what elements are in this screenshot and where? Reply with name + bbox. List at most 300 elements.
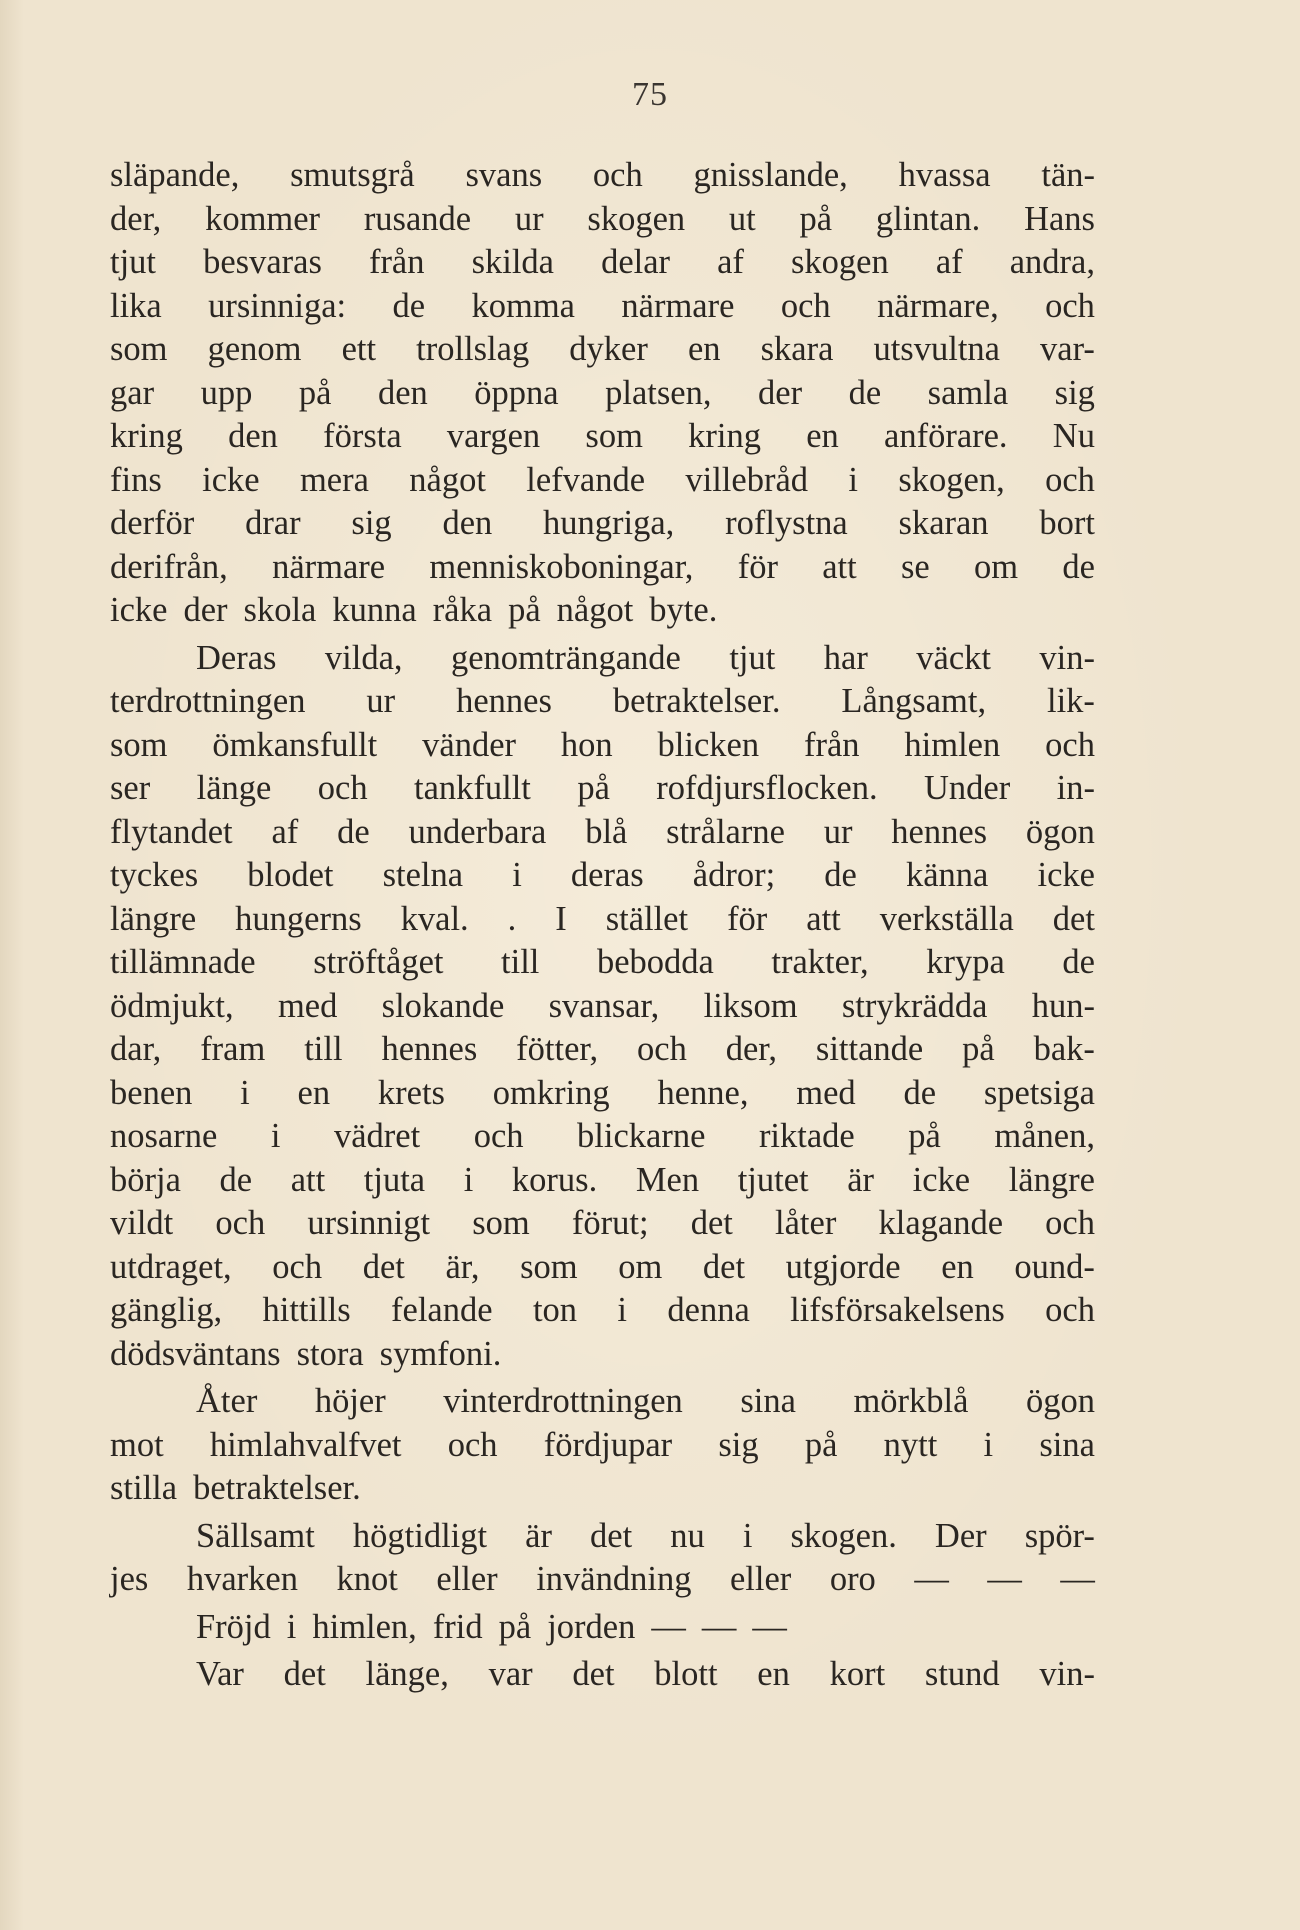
- word: fram: [200, 1030, 266, 1068]
- text-line: [110, 328, 1095, 372]
- word: ömkansfullt: [212, 725, 378, 764]
- word: dödsväntans: [110, 1334, 281, 1373]
- text-line: [110, 1246, 1095, 1290]
- word: ur: [514, 199, 544, 238]
- word: gar: [110, 373, 155, 412]
- word: komma: [471, 286, 575, 325]
- word: sig: [1054, 373, 1095, 412]
- word: skogen: [791, 243, 889, 281]
- word: ödmjukt,: [110, 986, 234, 1025]
- word: icke: [1037, 856, 1095, 894]
- text-line: [110, 1467, 1095, 1511]
- word: Deras: [196, 638, 277, 677]
- word: blå: [585, 812, 628, 851]
- word: och: [637, 1030, 687, 1068]
- word: denna: [667, 1291, 750, 1329]
- word: på: [508, 591, 541, 629]
- word: byte.: [649, 591, 718, 629]
- word: fötter,: [516, 1030, 599, 1068]
- word: höjer: [314, 1382, 386, 1420]
- word: vargen: [446, 417, 541, 455]
- word: henne,: [657, 1073, 749, 1112]
- word: Der: [934, 1516, 987, 1555]
- text-line: [110, 1072, 1095, 1116]
- word: gnisslande,: [693, 156, 848, 194]
- word: blott: [654, 1655, 718, 1693]
- word: af: [935, 243, 963, 281]
- word: tillämnade: [110, 943, 256, 981]
- word: himlen: [904, 725, 1001, 764]
- word: stund: [924, 1655, 1000, 1693]
- word: med: [796, 1073, 856, 1112]
- word: på: [498, 1607, 532, 1646]
- text-line: [110, 1028, 1095, 1072]
- word: de: [219, 1160, 253, 1199]
- word: i: [240, 1073, 250, 1112]
- word: kval.: [400, 899, 469, 938]
- word: hennes: [381, 1030, 478, 1068]
- word: och: [1045, 1291, 1095, 1329]
- word: stora: [296, 1334, 364, 1373]
- word: liksom: [703, 986, 798, 1025]
- word: Hans: [1024, 199, 1095, 238]
- word: i: [463, 1160, 474, 1199]
- word: det: [283, 1655, 326, 1693]
- word: sig: [718, 1425, 759, 1464]
- word: bebodda: [596, 943, 714, 981]
- word: jorden: [547, 1607, 636, 1646]
- word: skogen,: [898, 460, 1005, 499]
- word: smutsgrå: [290, 156, 415, 194]
- word: hungerns: [235, 899, 362, 938]
- word: väckt: [916, 638, 991, 677]
- word: är: [525, 1516, 552, 1555]
- text-line: [110, 198, 1095, 242]
- word: sina: [740, 1382, 796, 1420]
- word: i: [286, 1607, 297, 1646]
- word: öppna: [474, 373, 559, 412]
- word: —: [651, 1607, 686, 1646]
- word: hvassa: [898, 156, 991, 194]
- word: spetsiga: [983, 1073, 1095, 1112]
- word: kort: [829, 1655, 886, 1693]
- word: i: [983, 1425, 994, 1464]
- word: skilda: [471, 243, 554, 281]
- word: omkring: [492, 1073, 610, 1112]
- word: in-: [1056, 769, 1095, 807]
- word: —: [1060, 1560, 1095, 1598]
- word: mörkblå: [853, 1382, 969, 1420]
- text-line: [110, 1606, 1095, 1650]
- word: genomträngande: [450, 638, 681, 677]
- word: den: [442, 504, 493, 542]
- word: af: [717, 243, 744, 281]
- word: på: [799, 199, 833, 238]
- word: vilda,: [324, 638, 403, 677]
- word: låter: [775, 1204, 837, 1242]
- word: gänglig,: [110, 1291, 223, 1329]
- text-line: [110, 546, 1095, 590]
- word: första: [323, 417, 402, 455]
- word: råka: [432, 591, 493, 629]
- word: eller: [436, 1560, 498, 1598]
- word: betraktelser.: [612, 682, 781, 720]
- word: tjuta: [363, 1160, 426, 1199]
- word: invändning: [536, 1560, 692, 1598]
- text-line: [110, 811, 1095, 855]
- word: det: [572, 1655, 615, 1693]
- word: krets: [377, 1073, 445, 1112]
- word: att: [822, 547, 857, 586]
- word: lika: [110, 286, 162, 325]
- word: och: [1045, 286, 1095, 325]
- word: mot: [110, 1425, 164, 1464]
- word: och: [317, 769, 368, 807]
- word: till: [501, 943, 540, 981]
- word: från: [368, 243, 425, 281]
- word: blodet: [247, 856, 334, 894]
- word: jes: [110, 1560, 149, 1598]
- word: bak-: [1033, 1030, 1095, 1068]
- text-line: [110, 1515, 1095, 1559]
- word: med: [277, 986, 338, 1025]
- word: Nu: [1052, 417, 1095, 455]
- text-line: [110, 767, 1095, 811]
- word: vinterdrottningen: [443, 1382, 683, 1420]
- word: spör-: [1024, 1516, 1095, 1555]
- word: felande: [391, 1291, 493, 1329]
- word: menniskoboningar,: [429, 547, 694, 586]
- text-line: [110, 898, 1095, 942]
- word: som: [472, 1204, 530, 1242]
- word: hon: [560, 725, 613, 764]
- word: skogen: [587, 199, 686, 238]
- word: och: [780, 286, 831, 325]
- word: något: [556, 591, 634, 629]
- word: sittande: [815, 1030, 924, 1068]
- word: Fröjd: [196, 1607, 271, 1646]
- word: den: [377, 373, 428, 412]
- word: i: [742, 1516, 753, 1555]
- word: kring: [110, 417, 183, 455]
- word: utdraget,: [110, 1247, 232, 1286]
- word: Under: [924, 769, 1011, 807]
- word: skaran: [898, 504, 989, 542]
- word: hvarken: [186, 1560, 298, 1598]
- word: för: [737, 547, 778, 586]
- word: der: [758, 373, 803, 412]
- text-line: [110, 241, 1095, 285]
- word: som: [520, 1247, 578, 1286]
- word: en: [941, 1247, 974, 1286]
- word: drar: [245, 504, 301, 542]
- word: var: [488, 1655, 533, 1693]
- word: ursinniga:: [208, 286, 347, 325]
- word: flytandet: [110, 812, 233, 851]
- word: det: [702, 1247, 746, 1286]
- word: strykrädda: [841, 986, 988, 1025]
- word: rusande: [363, 199, 472, 238]
- word: de: [824, 856, 857, 894]
- word: stilla: [110, 1469, 178, 1507]
- word: .: [507, 899, 517, 938]
- word: terdrottningen: [110, 682, 306, 720]
- text-line: [110, 724, 1095, 768]
- word: vänder: [422, 725, 516, 764]
- word: i: [617, 1291, 627, 1329]
- word: mera: [299, 460, 369, 499]
- word: en: [687, 330, 721, 368]
- word: eller: [729, 1560, 792, 1598]
- word: af: [271, 812, 299, 851]
- text-line: [110, 1424, 1095, 1468]
- text-line: [110, 680, 1095, 724]
- word: förut;: [571, 1204, 649, 1242]
- word: närmare: [272, 547, 386, 586]
- word: börja: [110, 1160, 181, 1199]
- word: i: [512, 856, 522, 894]
- text-line: [110, 637, 1095, 681]
- word: för: [727, 899, 768, 938]
- word: upp: [200, 373, 253, 412]
- word: skara: [760, 330, 834, 368]
- word: Åter: [196, 1382, 258, 1420]
- word: tän-: [1041, 156, 1095, 194]
- word: som: [110, 725, 168, 764]
- word: ur: [823, 812, 853, 851]
- word: kring: [688, 417, 761, 455]
- word: på: [962, 1030, 995, 1068]
- word: länge: [196, 769, 272, 807]
- word: der,: [725, 1030, 778, 1068]
- word: det: [1052, 899, 1095, 938]
- word: och: [1045, 460, 1095, 499]
- word: anförare.: [884, 417, 1008, 455]
- word: der: [183, 591, 228, 629]
- word: verkställa: [879, 899, 1014, 938]
- word: fördjupar: [543, 1425, 673, 1464]
- word: ett: [341, 330, 377, 368]
- word: kommer: [205, 199, 321, 238]
- word: tankfullt: [414, 769, 531, 807]
- word: och: [1045, 1204, 1095, 1242]
- word: och: [473, 1117, 524, 1155]
- word: —: [752, 1607, 787, 1646]
- word: ströftåget: [313, 943, 444, 981]
- word: rofdjursflocken.: [656, 769, 878, 807]
- word: sina: [1039, 1425, 1095, 1464]
- word: utgjorde: [785, 1247, 901, 1286]
- word: i: [270, 1117, 281, 1155]
- word: betraktelser.: [193, 1469, 361, 1507]
- word: icke: [202, 460, 260, 499]
- word: det: [690, 1204, 733, 1242]
- word: på: [804, 1425, 838, 1464]
- word: stället: [605, 899, 689, 938]
- word: Men: [635, 1160, 700, 1199]
- word: på: [577, 769, 610, 807]
- text-line: [110, 372, 1095, 416]
- text-line: [110, 589, 1095, 633]
- word: korus.: [511, 1160, 598, 1199]
- word: benen: [110, 1073, 193, 1112]
- word: himlahvalfvet: [209, 1425, 402, 1464]
- word: blicken: [657, 725, 760, 764]
- word: skogen.: [790, 1516, 897, 1555]
- word: vin-: [1039, 1655, 1095, 1693]
- word: de: [1062, 547, 1095, 586]
- word: högtidligt: [352, 1516, 488, 1555]
- word: har: [823, 638, 868, 677]
- word: de: [337, 812, 370, 851]
- word: och: [447, 1425, 498, 1464]
- word: platsen,: [605, 373, 712, 412]
- word: längre: [110, 899, 197, 938]
- text-line: [110, 854, 1095, 898]
- word: det: [590, 1516, 633, 1555]
- word: Långsamt,: [841, 682, 987, 720]
- text-line: [110, 1159, 1095, 1203]
- word: är: [847, 1160, 875, 1199]
- word: de: [1062, 943, 1095, 981]
- word: —: [987, 1560, 1022, 1598]
- word: deras: [570, 856, 644, 894]
- word: villebråd: [685, 460, 809, 499]
- word: hennes: [891, 812, 988, 851]
- text-line: [110, 459, 1095, 503]
- word: fins: [110, 460, 162, 499]
- word: lifsförsakelsens: [790, 1291, 1005, 1329]
- word: något: [409, 460, 486, 499]
- word: trollslag: [416, 330, 530, 368]
- text-line: [110, 415, 1095, 459]
- word: kunna: [332, 591, 417, 629]
- word: andra,: [1009, 243, 1095, 281]
- word: de: [903, 1073, 937, 1112]
- word: att: [806, 899, 841, 938]
- word: längre: [1008, 1160, 1095, 1199]
- word: och: [1045, 725, 1095, 764]
- word: glintan.: [875, 199, 981, 238]
- page-number: 75: [632, 76, 668, 113]
- word: dar,: [110, 1030, 162, 1068]
- text-line: [110, 1653, 1095, 1697]
- word: nytt: [883, 1425, 938, 1464]
- text-line: [110, 1289, 1095, 1333]
- word: som: [585, 417, 643, 455]
- word: den: [228, 417, 278, 455]
- word: närmare,: [877, 286, 999, 325]
- word: derifrån,: [110, 547, 228, 586]
- text-line: [110, 1115, 1095, 1159]
- word: frid: [432, 1607, 483, 1646]
- word: svans: [465, 156, 543, 194]
- word: ut: [728, 199, 756, 238]
- word: länge,: [365, 1655, 449, 1693]
- word: tjutet: [737, 1160, 809, 1199]
- word: delar: [601, 243, 671, 281]
- text-line: [110, 1380, 1095, 1424]
- word: underbara: [408, 812, 547, 851]
- word: om: [974, 547, 1019, 586]
- word: var-: [1040, 330, 1095, 368]
- word: bort: [1039, 504, 1095, 542]
- word: vin-: [1039, 638, 1095, 677]
- word: slokande: [381, 986, 505, 1025]
- word: hungriga,: [543, 504, 675, 542]
- word: ound-: [1014, 1247, 1095, 1286]
- word: hennes: [456, 682, 552, 720]
- word: tjut: [729, 638, 776, 677]
- word: blickarne: [577, 1117, 706, 1155]
- word: himlen,: [312, 1607, 417, 1646]
- word: ådror;: [692, 856, 776, 894]
- text-line: [110, 1202, 1095, 1246]
- word: —: [914, 1560, 949, 1598]
- word: och: [272, 1247, 323, 1286]
- word: klagande: [878, 1204, 1004, 1242]
- word: Var: [196, 1655, 244, 1693]
- word: ur: [366, 682, 396, 720]
- word: riktade: [758, 1117, 855, 1155]
- word: dyker: [569, 330, 648, 368]
- word: ton: [532, 1291, 578, 1329]
- word: ursinnigt: [307, 1204, 431, 1242]
- word: närmare: [621, 286, 735, 325]
- word: hittills: [262, 1291, 351, 1329]
- word: nosarne: [110, 1117, 218, 1155]
- word: strålarne: [666, 812, 785, 851]
- word: det: [362, 1247, 405, 1286]
- word: ser: [110, 769, 151, 807]
- word: släpande,: [110, 156, 240, 194]
- word: icke: [912, 1160, 971, 1199]
- word: känna: [905, 856, 989, 894]
- word: stelna: [382, 856, 464, 894]
- word: en: [297, 1073, 331, 1112]
- word: en: [757, 1655, 790, 1693]
- word: på: [908, 1117, 941, 1155]
- word: en: [806, 417, 839, 455]
- word: genom: [207, 330, 302, 368]
- word: vädret: [333, 1117, 421, 1155]
- word: att: [290, 1160, 326, 1199]
- word: krypa: [926, 943, 1005, 981]
- word: från: [803, 725, 860, 764]
- word: besvaras: [203, 243, 322, 281]
- word: vildt: [110, 1204, 174, 1242]
- word: de: [848, 373, 882, 412]
- text-line: [110, 285, 1095, 329]
- word: trakter,: [771, 943, 869, 981]
- word: —: [701, 1607, 737, 1646]
- word: Sällsamt: [196, 1516, 315, 1555]
- word: tjut: [110, 243, 157, 281]
- word: der,: [110, 199, 162, 238]
- word: de: [392, 286, 426, 325]
- word: derför: [110, 504, 195, 542]
- word: knot: [336, 1560, 398, 1598]
- word: lik-: [1047, 682, 1095, 720]
- text-line: [110, 985, 1095, 1029]
- word: om: [618, 1247, 663, 1286]
- word: roflystna: [725, 504, 848, 542]
- word: symfoni.: [379, 1334, 502, 1373]
- text-line: [110, 154, 1095, 198]
- body-text: [110, 154, 1095, 1697]
- text-line: [110, 941, 1095, 985]
- word: som: [110, 330, 168, 368]
